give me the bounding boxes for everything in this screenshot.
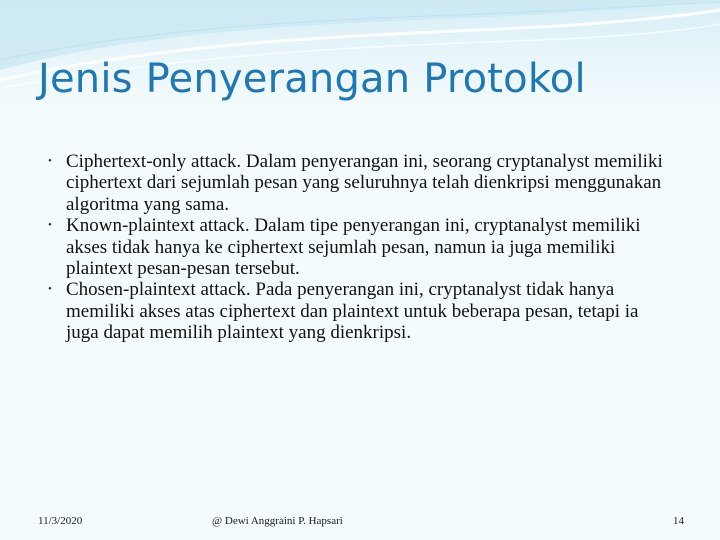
bullet-item-known-plaintext xyxy=(46,215,671,279)
footer-author: @ Dewi Anggraini P. Hapsari xyxy=(212,515,343,527)
bullet-icon: • xyxy=(48,155,52,167)
bullet-list xyxy=(46,151,671,344)
page-number: 14 xyxy=(673,515,684,527)
bullet-item-chosen-plaintext xyxy=(46,279,671,343)
bullet-item-ciphertext-only xyxy=(46,151,671,215)
bullet-text: Chosen-plaintext attack. Pada penyerangan ini, cryptanalyst tidak hanya memiliki akses atas ciphertext dan plaintext untuk beberapa pesan, tetapi ia juga dapat memilih plaintext yang dienkripsi. xyxy=(66,279,639,344)
bullet-icon: • xyxy=(48,283,52,296)
slide-title: Jenis Penyerangan Protokol xyxy=(38,56,586,102)
bullet-icon: • xyxy=(48,219,52,232)
bullet-text: Ciphertext-only attack. Dalam penyerangan ini, seorang cryptanalyst memiliki ciphertext dari sejumlah pesan yang seluruhnya telah dienkripsi menggunakan algoritma yang sama. xyxy=(66,151,663,215)
bullet-text: Known-plaintext attack. Dalam tipe penyerangan ini, cryptanalyst memiliki akses tidak hanya ke ciphertext sejumlah pesan, namun ia juga memiliki plaintext pesan-pesan tersebut. xyxy=(66,215,641,280)
footer-date: 11/3/2020 xyxy=(38,515,83,527)
